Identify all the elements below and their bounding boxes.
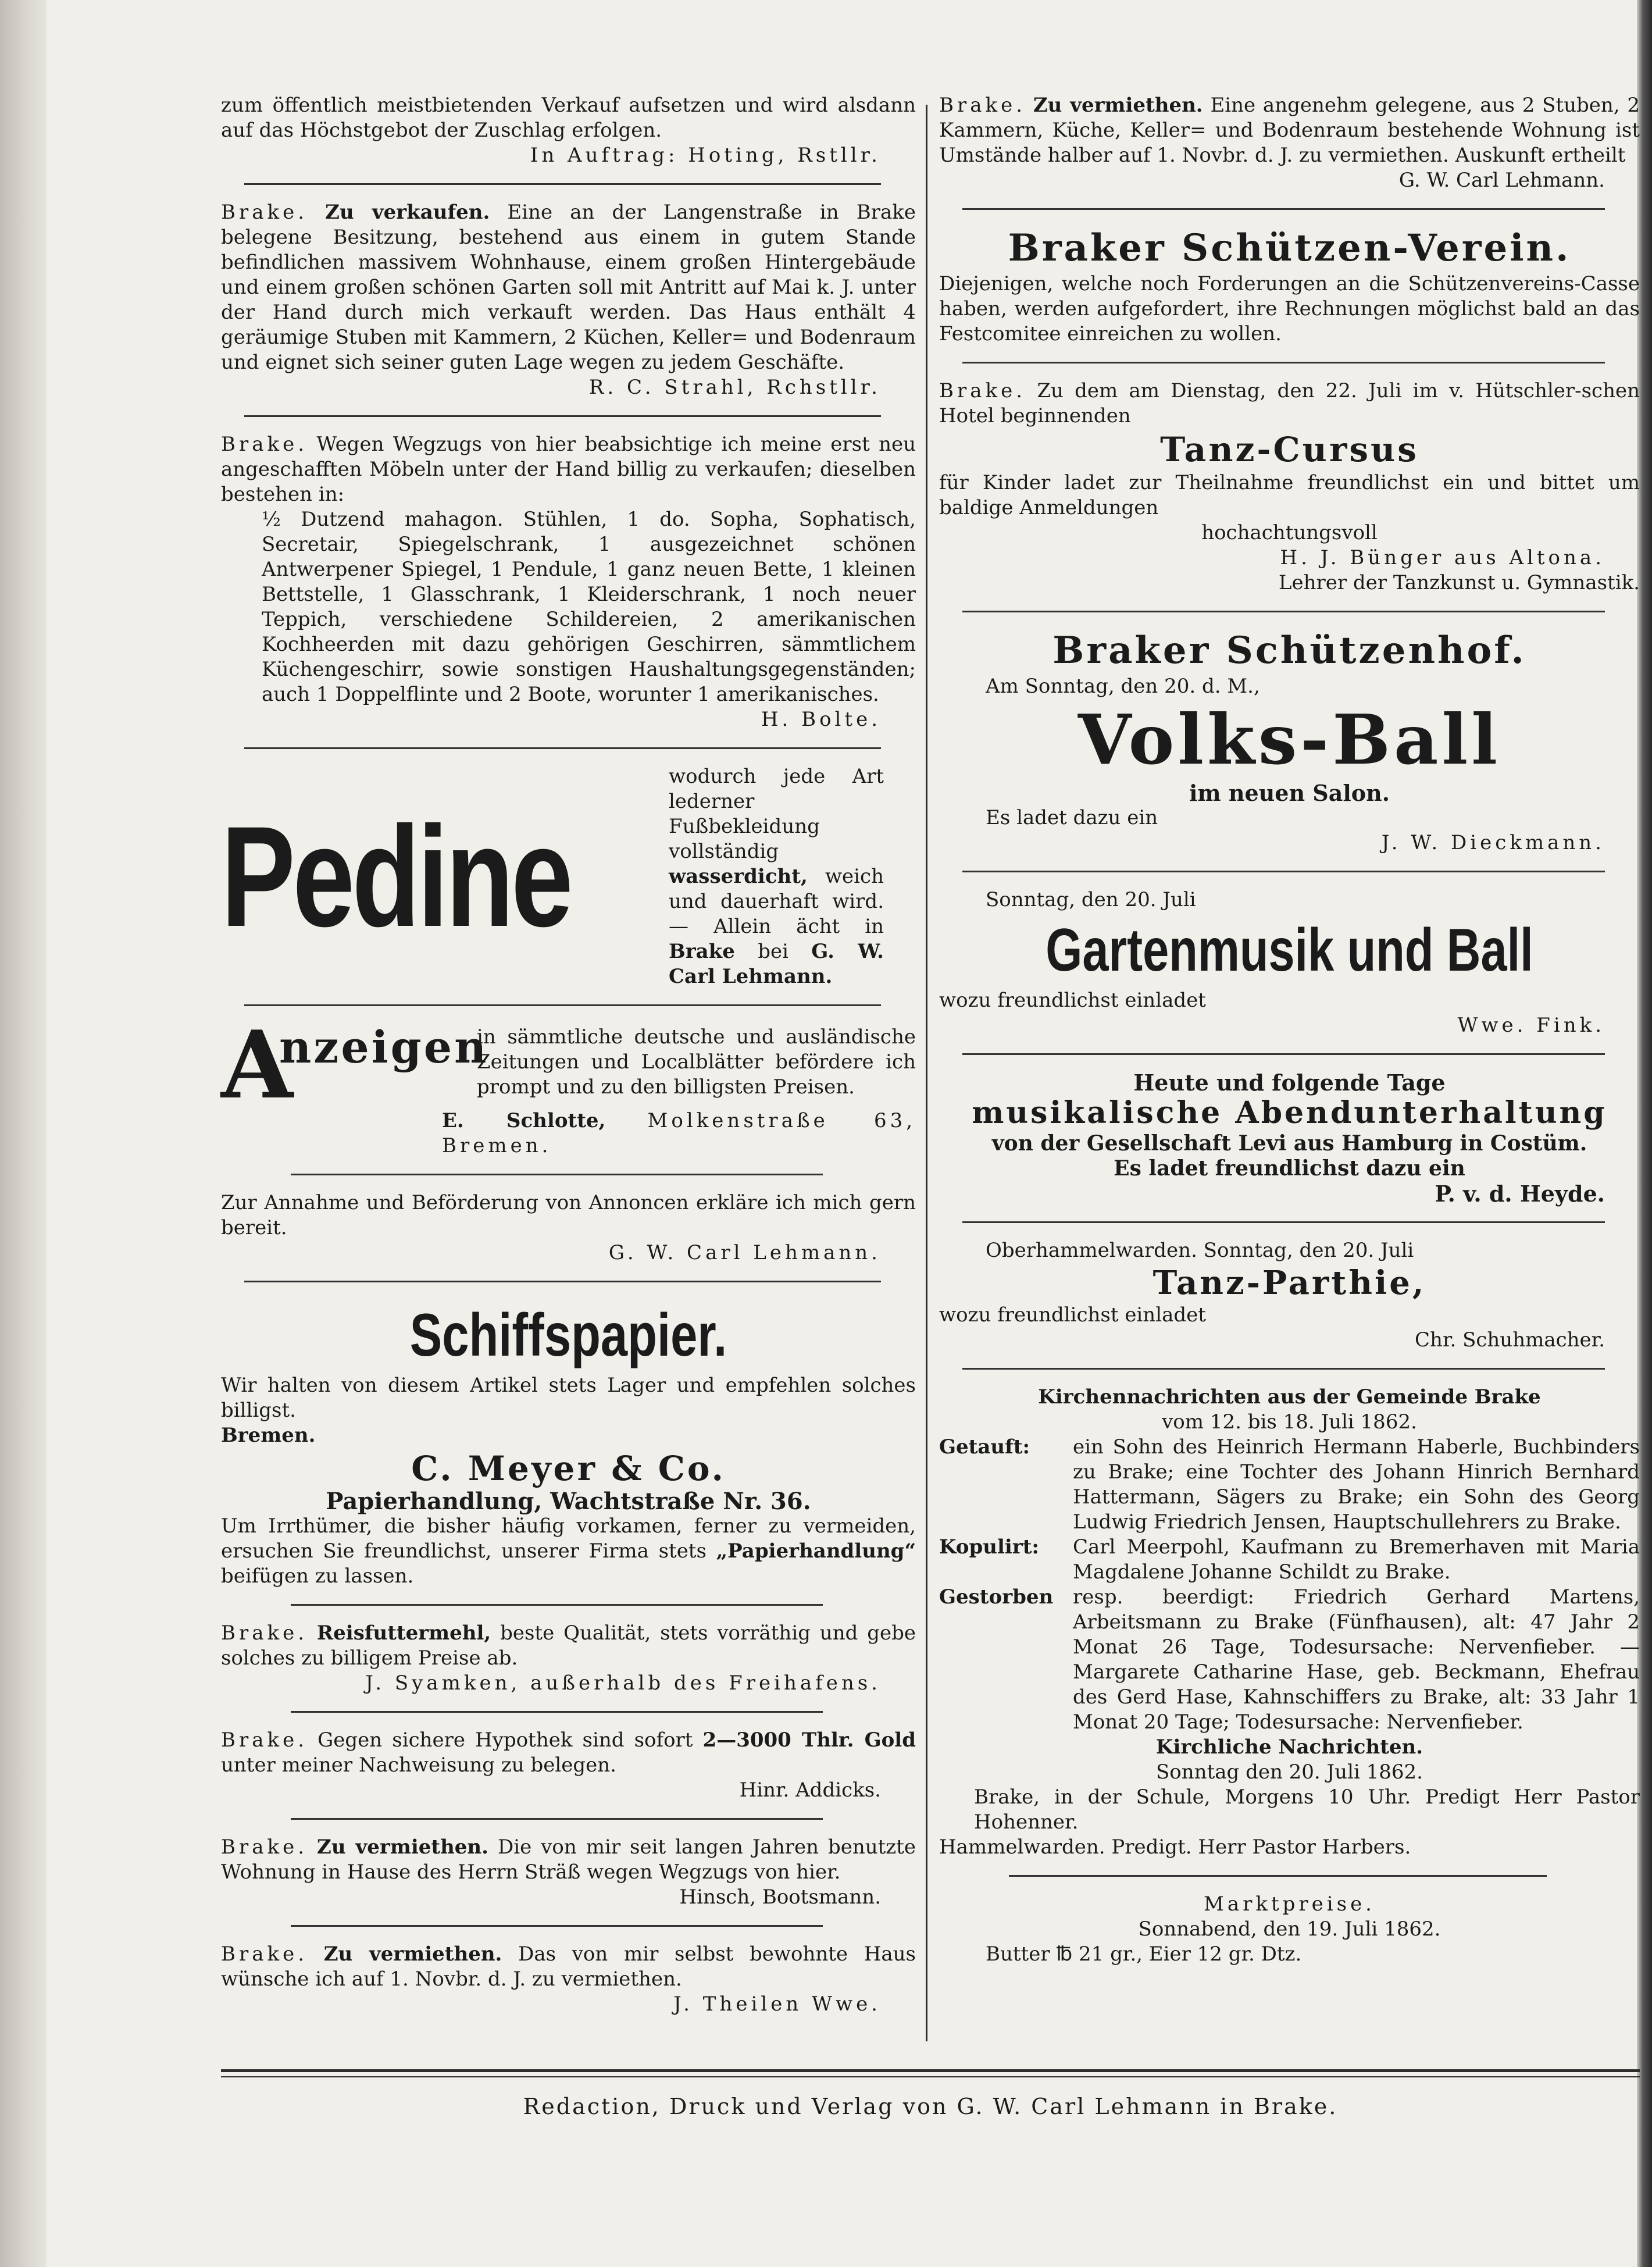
- ad-text: Wir halten von diesem Artikel stets Lager und empfehlen solches billigst.: [221, 1374, 916, 1422]
- ad-title: Braker Schützenhof.: [1052, 629, 1526, 672]
- ad-signature: P. v. d. Heyde.: [1435, 1181, 1605, 1207]
- schiffspapier-title: Schiffspapier.: [409, 1302, 727, 1369]
- ad-schuetzenhof: Braker Schützenhof. Am Sonntag, den 20. d. M., Volks-Ball im neuen Salon. Es ladet dazu ein J. W. Dieckmann.: [939, 628, 1640, 856]
- ad-reisfuttermehl: Brake. Reisfuttermehl, beste Qualität, stets vorräthig und gebe solches zu billigem Preise ab. J. Syamken, außerhalb des Freihafens.: [221, 1621, 916, 1695]
- ad-signature: Wwe. Fink.: [1457, 1014, 1605, 1037]
- market-prices-line: Butter ℔ 21 gr., Eier 12 gr. Dtz.: [986, 1942, 1302, 1966]
- ad-annoncen: [221, 1190, 916, 1266]
- left-column: [221, 93, 916, 2017]
- ad-place: Brake.: [221, 433, 308, 456]
- ad-signature: In Auftrag: Hoting, Rstllr.: [530, 144, 881, 167]
- ad-signature: H. Bolte.: [761, 708, 881, 731]
- divider: [962, 611, 1605, 612]
- ad-vermiethen-hinsch: Brake. Zu vermiethen. Die von mir seit langen Jahren benutzte Wohnung in Hause des Herrn Sträß wegen Wegzugs von hier. Hinsch, Bootsmann.: [221, 1835, 916, 1909]
- church-row: Kopulirt: Carl Meerpohl, Kaufmann zu Bremerhaven mit Maria Magdalene Johanne Schildt zu Brake.: [939, 1535, 1640, 1584]
- divider: [962, 362, 1605, 363]
- divider: [244, 183, 881, 185]
- divider: [291, 1604, 823, 1606]
- divider: [244, 415, 881, 417]
- ad-schuetzen-verein: [939, 225, 1640, 347]
- ad-text: Zur Annahme und Beförderung von Annoncen erkläre ich mich gern bereit.: [221, 1191, 916, 1239]
- ad-city: Bremen.: [221, 1424, 316, 1447]
- ad-abendunterhaltung: Heute und folgende Tage musikalische Abendunterhaltung von der Gesellschaft Levi aus Hamburg in Costüm. Es ladet freundlichst dazu ein P. v. d. Heyde.: [939, 1070, 1640, 1206]
- ad-tanz-cursus: Brake. Zu dem am Dienstag, den 22. Juli im v. Hütschler-schen Hotel beginnenden Tanz-Cursus für Kinder ladet zur Theilnahme freundlichst ein und bittet um baldige Anmeldungen hochachtungsvoll H. J. Bünger aus Altona. Lehrer der Tanzkunst u. Gymnastik.: [939, 379, 1640, 594]
- ad-title: Tanz-Cursus: [1160, 430, 1419, 469]
- ad-title: Braker Schützen-Verein.: [1008, 226, 1571, 270]
- ad-signature: J. Syamken, außerhalb des Freihafens.: [365, 1671, 881, 1695]
- ad-tanz-parthie: Oberhammelwarden. Sonntag, den 20. Juli Tanz-Parthie, wozu freundlichst einladet Chr. Schuhmacher.: [939, 1238, 1640, 1353]
- divider: [291, 1925, 823, 1927]
- firm-sub: Papierhandlung, Wachtstraße Nr. 36.: [326, 1488, 811, 1515]
- market-title: Marktpreise.: [1204, 1892, 1375, 1916]
- church-news: Kirchennachrichten aus der Gemeinde Brake vom 12. bis 18. Juli 1862. Getauft: ein Sohn des Heinrich Hermann Haberle, Buchbinders zu Brake; eine Tochter des Johann Hinrich Bernhard Hattermann, Sägers zu Brake; ein Sohn des Georg Ludwig Friedrich Jensen, Hauptschullehrers zu Brake. Kopulirt: Carl Meerpohl, Kaufmann zu Bremerhaven mit Maria Magdalene Johanne Schildt zu Brake. Gestorben resp. beerdigt: Friedrich Gerhard Martens, Arbeitsmann zu Brake (Fünfhausen), alt: 47 Jahr 2 Monat 26 Tage, Todesursache: Nervenfieber. — Margarete Catharine Hase, geb. Beckmann, Ehefrau des Gerd Hase, Kahnschiffers zu Brake, alt: 33 Jahr 1 Monat 20 Tage; Todesursache: Nervenfieber. Kirchliche Nachrichten. Sonntag den 20. Juli 1862. Brake, in der Schule, Morgens 10 Uhr. Predigt Herr Pastor Hohenner. Hammelwarden. Predigt. Herr Pastor Harbers.: [939, 1385, 1640, 1859]
- ad-signature: Hinr. Addicks.: [739, 1778, 881, 1802]
- divider: [244, 1004, 881, 1006]
- divider: [291, 1174, 823, 1175]
- ad-title: Tanz-Parthie,: [1153, 1264, 1426, 1302]
- church-row: Getauft: ein Sohn des Heinrich Hermann Haberle, Buchbinders zu Brake; eine Tochter des Johann Hinrich Bernhard Hattermann, Sägers zu Brake; ein Sohn des Georg Ludwig Friedrich Jensen, Hauptschullehrers zu Brake.: [939, 1435, 1640, 1534]
- column-divider: [926, 105, 927, 2041]
- church-title: Kirchennachrichten aus der Gemeinde Brake: [1038, 1385, 1541, 1409]
- firm-name: C. Meyer & Co.: [411, 1449, 726, 1488]
- ad-text: für Kinder ladet zur Theilnahme freundlichst ein und bittet um baldige Anmeldungen: [939, 471, 1640, 519]
- book-binding: [0, 0, 47, 2267]
- pedine-title: Pedine: [221, 796, 571, 957]
- ad-auction-end: [221, 93, 916, 168]
- divider: [962, 1368, 1605, 1370]
- divider: [962, 1053, 1605, 1055]
- ad-text: Eine an der Langenstraße in Brake belegene Besitzung, bestehend aus einem in gutem Stande befindlichen massivem Wohnhause, einem großen Hintergebäude und einem großen schönen Garten soll mit Antritt auf Mai k. J. unter der Hand durch mich verkauft werden. Das Haus enthält 4 geräumige Stuben mit Kammern, 2 Küchen, Keller= und Bodenraum und eignet sich seiner guten Lage wegen zu jedem Geschäfte.: [221, 201, 916, 374]
- ad-place: Brake.: [221, 201, 308, 224]
- anzeigen-firm: E. Schlotte, Molkenstraße 63, Bremen.: [442, 1109, 916, 1157]
- divider: [244, 747, 881, 749]
- divider: [291, 1818, 823, 1820]
- divider: [962, 1221, 1605, 1223]
- divider: [291, 1711, 823, 1713]
- ad-signature: Chr. Schuhmacher.: [1415, 1328, 1605, 1352]
- right-column: [939, 93, 1640, 1967]
- ad-pedine: [221, 764, 916, 989]
- ad-signature: Hinsch, Bootsmann.: [679, 1885, 881, 1909]
- anzeigen-initial: A: [221, 1010, 294, 1120]
- divider: [244, 1281, 881, 1282]
- anzeigen-title: nzeigen: [279, 1021, 489, 1073]
- ad-gartenmusik: Sonntag, den 20. Juli Gartenmusik und Ball wozu freundlichst einladet Wwe. Fink.: [939, 887, 1640, 1038]
- ad-note: Um Irrthümer, die bisher häufig vorkamen, ferner zu vermeiden, ersuchen Sie freundlichst, unserer Firma stets „Papierhandlung“ beifügen zu lassen.: [221, 1514, 916, 1588]
- ad-hypothek: Brake. Gegen sichere Hypothek sind sofort 2—3000 Thlr. Gold unter meiner Nachweisung zu belegen. Hinr. Addicks.: [221, 1728, 916, 1802]
- ad-signature: R. C. Strahl, Rchstllr.: [588, 376, 881, 399]
- ad-text: zum öffentlich meistbietenden Verkauf aufsetzen und wird alsdann auf das Höchstgebot der Zuschlag erfolgen.: [221, 94, 916, 142]
- ad-text: Wegen Wegzugs von hier beabsichtige ich meine erst neu angeschafften Möbeln unter der Hand billig zu verkaufen; dieselben bestehen in:: [221, 433, 916, 506]
- ad-signature: G. W. Carl Lehmann.: [1398, 169, 1605, 192]
- divider: [962, 871, 1605, 872]
- ad-anzeigen: [221, 1010, 916, 1120]
- imprint-footer: Redaction, Druck und Verlag von G. W. Carl Lehmann in Brake.: [523, 2094, 1338, 2119]
- ad-furniture-sale: [221, 432, 916, 732]
- ad-heading: Zu verkaufen.: [325, 201, 490, 224]
- ad-title: musikalische Abendunterhaltung: [972, 1095, 1607, 1131]
- footer-rule: [221, 2069, 1640, 2072]
- church-row: Gestorben resp. beerdigt: Friedrich Gerhard Martens, Arbeitsmann zu Brake (Fünfhausen), alt: 47 Jahr 2 Monat 26 Tage, Todesursache: Nervenfieber. — Margarete Catharine Hase, geb. Beckmann, Ehefrau des Gerd Hase, Kahnschiffers zu Brake, alt: 33 Jahr 1 Monat 20 Tage; Todesursache: Nervenfieber.: [939, 1585, 1640, 1734]
- ad-text: Diejenigen, welche noch Forderungen an die Schützenvereins-Casse haben, werden aufgefordert, ihre Rechnungen möglichst bald an das Festcomitee einreichen zu wollen.: [939, 272, 1640, 345]
- market-prices: Marktpreise. Sonnabend, den 19. Juli 1862. Butter ℔ 21 gr., Eier 12 gr. Dtz.: [939, 1892, 1640, 1967]
- ad-signature: J. W. Dieckmann.: [1381, 831, 1605, 854]
- ad-vermiethen-lehmann: Brake. Zu vermiethen. Eine angenehm gelegene, aus 2 Stuben, 2 Kammern, Küche, Keller= und Bodenraum bestehende Wohnung ist Umstände halber auf 1. Novbr. d. J. zu vermiethen. Auskunft ertheilt G. W. Carl Lehmann.: [939, 94, 1640, 192]
- divider: [962, 208, 1605, 210]
- newspaper-page: [221, 93, 1640, 2175]
- divider: [1009, 1875, 1547, 1877]
- ad-schiffspapier: [221, 1298, 916, 1589]
- pedine-text: wodurch jede Art lederner Fußbekleidung vollständig wasserdicht, weich und dauerhaft wird. — Allein ächt in Brake bei G. W. Carl Lehmann.: [669, 765, 884, 988]
- ad-property-sale: [221, 200, 916, 400]
- gartenmusik-title: Gartenmusik und Ball: [1046, 917, 1533, 984]
- ad-signature: G. W. Carl Lehmann.: [608, 1241, 881, 1264]
- ad-item-list: ½ Dutzend mahagon. Stühlen, 1 do. Sopha, Sophatisch, Secretair, Spiegelschrank, 1 ausgezeichnet schönen Antwerpener Spiegel, 1 Pendule, 1 ganz neuen Bette, 1 kleinen Bettstelle, 1 Glasschrank, 1 Kleiderschrank, 1 noch neuer Teppich, verschiedene Schildereien, 2 amerikanischen Kochheerden mit dazu gehörigen Geschirren, sämmtlichem Küchengeschirr, sowie sonstigen Haushaltungsgegenständen; auch 1 Doppelflinte und 2 Boote, worunter 1 amerikanisches.: [262, 508, 916, 706]
- anzeigen-text: in sämmtliche deutsche und ausländische Zeitungen und Localblätter befördere ich prompt und zu den billigsten Preisen.: [477, 1025, 916, 1099]
- ad-vermiethen-theilen: Brake. Zu vermiethen. Das von mir selbst bewohnte Haus wünsche ich auf 1. Novbr. d. J. zu vermiethen. J. Theilen Wwe.: [221, 1942, 916, 2016]
- volks-ball-title: Volks-Ball: [1077, 699, 1501, 780]
- ad-signature: J. Theilen Wwe.: [673, 1992, 881, 2016]
- footer-rule-thin: [221, 2076, 1640, 2077]
